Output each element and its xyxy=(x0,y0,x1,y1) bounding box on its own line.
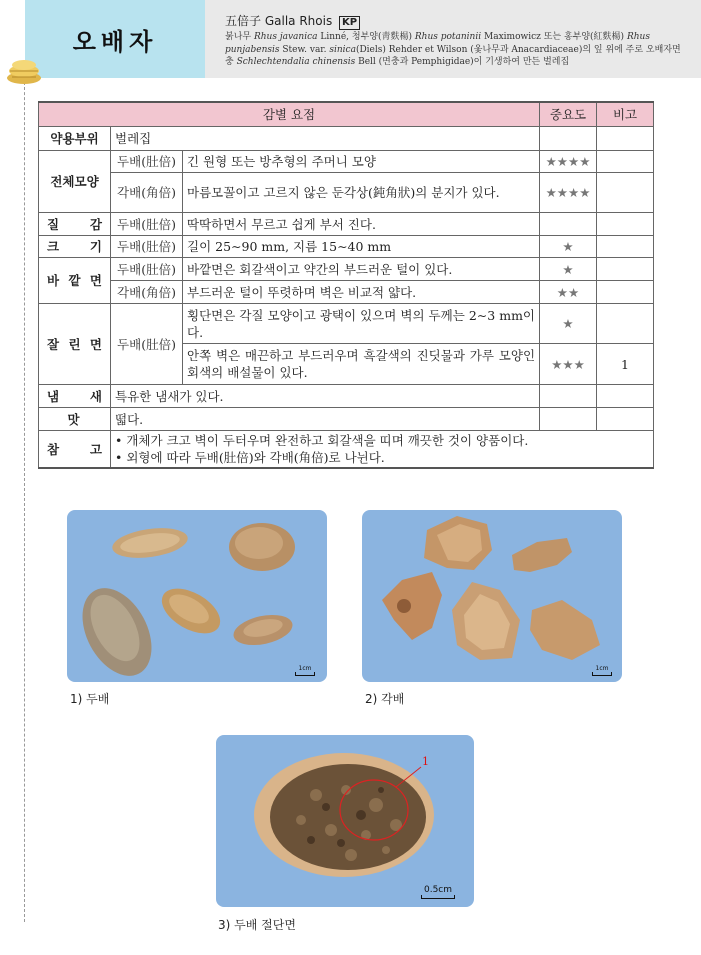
reference-notes xyxy=(111,431,654,469)
note-cell xyxy=(597,173,654,213)
stars-cell: ★ xyxy=(540,304,597,344)
sub-label: 두배(肚倍) xyxy=(111,151,183,173)
identification-table xyxy=(38,101,654,469)
row-value: 긴 원형 또는 방추형의 주머니 모양 xyxy=(183,151,540,173)
herb-bundle-icon xyxy=(4,56,44,86)
sub-label: 두배(肚倍) xyxy=(111,258,183,281)
desc-part: Linné, 청부양(靑麩楊) xyxy=(320,32,412,42)
row-label: 크 기 xyxy=(39,236,111,258)
scale-bar-line xyxy=(592,672,612,676)
row-label: 잘 린 면 xyxy=(39,304,111,385)
stars-cell xyxy=(540,408,597,431)
table-row xyxy=(39,173,654,213)
row-value: 부드러운 털이 뚜렷하며 벽은 비교적 얇다. xyxy=(183,281,540,304)
note-cell xyxy=(597,281,654,304)
page-title: 오배자 xyxy=(72,28,158,56)
row-value: 벌레집 xyxy=(111,127,540,151)
reference-item: • 외형에 따라 두배(肚倍)와 각배(角倍)로 나뉜다. xyxy=(115,450,385,465)
caption-2: 2) 각배 xyxy=(365,692,405,706)
stars-cell: ★★★★ xyxy=(540,173,597,213)
header-note: 비고 xyxy=(597,102,654,127)
note-cell xyxy=(597,236,654,258)
note-cell: 1 xyxy=(597,344,654,385)
scale-bar-line xyxy=(421,895,455,899)
sub-label: 각배(角倍) xyxy=(111,173,183,213)
cut-marker-label: 1 xyxy=(422,755,429,768)
desc-part: (Diels) Rehder et Wilson (옻나무과 Anacardiaceae)의 잎 위에 주로 오배자면충 xyxy=(225,44,681,67)
herb-header xyxy=(225,14,685,69)
row-value: 떫다. xyxy=(111,408,540,431)
desc-species: Rhus javanica xyxy=(253,32,318,42)
desc-species: Rhus potaninii xyxy=(414,32,482,42)
scale-label: 1cm xyxy=(595,665,609,672)
note-cell xyxy=(597,408,654,431)
gakbae-galls-image xyxy=(362,510,622,682)
row-value: 바깥면은 회갈색이고 약간의 부드러운 털이 있다. xyxy=(183,258,540,281)
cross-section-image xyxy=(216,735,474,907)
note-cell xyxy=(597,151,654,173)
row-label: 약용부위 xyxy=(39,127,111,151)
herb-name-cjk: 五倍子 xyxy=(225,14,262,28)
row-value: 길이 25∼90 mm, 지름 15∼40 mm xyxy=(183,236,540,258)
row-label: 참 고 xyxy=(39,431,111,469)
caption-3: 3) 두배 절단면 xyxy=(218,918,296,932)
row-value: 마름모꼴이고 고르지 않은 둔각상(鈍角狀)의 분지가 있다. xyxy=(183,173,540,213)
sub-label: 두배(肚倍) xyxy=(111,304,183,385)
desc-part: 붉나무 xyxy=(225,32,252,42)
table-row xyxy=(39,127,654,151)
stars-cell: ★ xyxy=(540,258,597,281)
caption-1: 1) 두배 xyxy=(70,692,110,706)
table-row xyxy=(39,431,654,469)
scale-bar-line xyxy=(295,672,315,676)
scale-bar-half-cm xyxy=(421,885,455,899)
table-row xyxy=(39,151,654,173)
margin-dashed-line xyxy=(24,62,25,922)
scale-label: 0.5cm xyxy=(423,885,453,895)
sub-label: 각배(角倍) xyxy=(111,281,183,304)
reference-item: • 개체가 크고 벽이 두터우며 완전하고 회갈색을 띠며 깨끗한 것이 양품이다. xyxy=(115,433,529,448)
sub-label: 두배(肚倍) xyxy=(111,236,183,258)
table-row xyxy=(39,385,654,408)
row-label: 바 깥 면 xyxy=(39,258,111,304)
row-value: 안쪽 벽은 매끈하고 부드러우며 흑갈색의 진딧물과 가루 모양인 회색의 배설물이 있다. xyxy=(183,344,540,385)
photo-dubae xyxy=(67,510,327,682)
photo-gakbae xyxy=(362,510,622,682)
desc-part: Stew. var. xyxy=(282,44,327,55)
desc-part: Maximowicz 또는 홍부양(紅麩楊) xyxy=(484,32,625,42)
scale-bar-1cm xyxy=(295,665,315,676)
desc-species: Schlechtendalia chinensis xyxy=(236,57,356,67)
sub-label: 두배(肚倍) xyxy=(111,213,183,236)
row-label: 전체모양 xyxy=(39,151,111,213)
stars-cell: ★★ xyxy=(540,281,597,304)
row-label: 질 감 xyxy=(39,213,111,236)
header-key-points: 감별 요점 xyxy=(39,102,540,127)
note-cell xyxy=(597,213,654,236)
table-row xyxy=(39,281,654,304)
table-header-row xyxy=(39,102,654,127)
stars-cell: ★★★★ xyxy=(540,151,597,173)
note-cell xyxy=(597,258,654,281)
row-value: 횡단면은 각질 모양이고 광택이 있으며 벽의 두께는 2∼3 mm이다. xyxy=(183,304,540,344)
note-cell xyxy=(597,304,654,344)
table-row xyxy=(39,236,654,258)
photo-dubae-cross-section xyxy=(216,735,474,907)
herb-name-line xyxy=(225,14,685,30)
row-value: 특유한 냄새가 있다. xyxy=(111,385,540,408)
row-label: 맛 xyxy=(39,408,111,431)
header-importance: 중요도 xyxy=(540,102,597,127)
note-cell xyxy=(597,127,654,151)
stars-cell xyxy=(540,127,597,151)
desc-species: sinica xyxy=(329,44,356,55)
note-cell xyxy=(597,385,654,408)
desc-part: Bell (면충과 Pemphigidae)이 기생하여 만든 벌레집 xyxy=(358,57,570,67)
row-value: 딱딱하면서 무르고 쉽게 부서 진다. xyxy=(183,213,540,236)
stars-cell xyxy=(540,385,597,408)
dubae-galls-image xyxy=(67,510,327,682)
table-row xyxy=(39,304,654,344)
table-row xyxy=(39,258,654,281)
table-row xyxy=(39,408,654,431)
stars-cell xyxy=(540,213,597,236)
table-row xyxy=(39,213,654,236)
scale-bar-1cm xyxy=(592,665,612,676)
scale-label: 1cm xyxy=(298,665,312,672)
kp-badge: KP xyxy=(339,16,360,30)
stars-cell: ★ xyxy=(540,236,597,258)
stars-cell: ★★★ xyxy=(540,344,597,385)
herb-name-latin: Galla Rhois xyxy=(264,14,333,28)
desc-species: Rhus punjabensis xyxy=(225,32,650,55)
row-label: 냄 새 xyxy=(39,385,111,408)
herb-origin-description xyxy=(225,31,685,69)
